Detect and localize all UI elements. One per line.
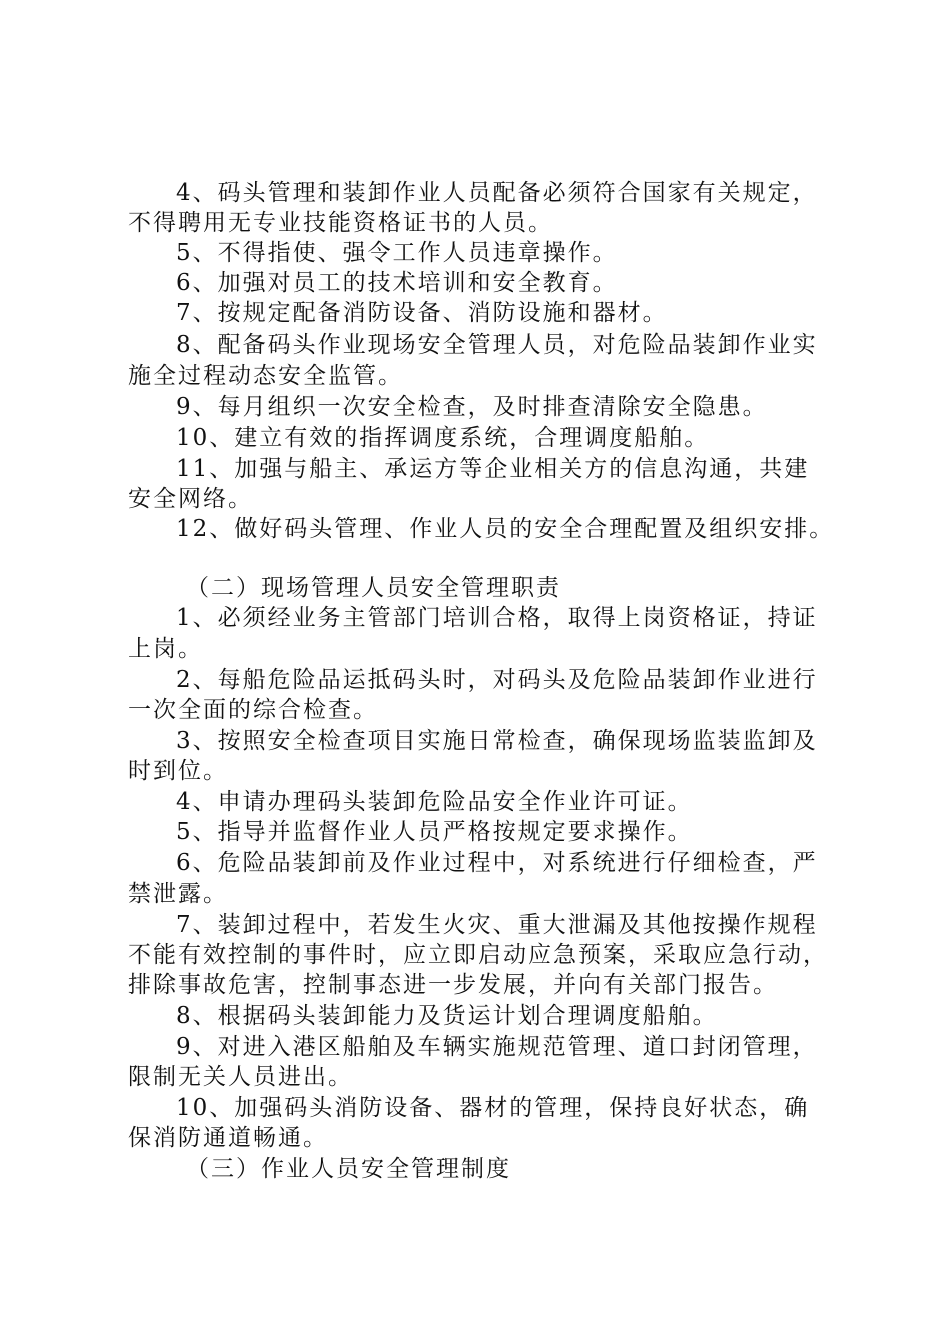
paragraph-line: 不能有效控制的事件时，应立即启动应急预案，采取应急行动，: [128, 942, 828, 968]
paragraph-line: 排除事故危害，控制事态进一步发展，并向有关部门报告。: [128, 972, 778, 998]
paragraph-line: 6、危险品装卸前及作业过程中，对系统进行仔细检查，严: [176, 850, 818, 876]
paragraph-line: 10、加强码头消防设备、器材的管理，保持良好状态，确: [176, 1095, 810, 1121]
paragraph-line: 禁泄露。: [128, 881, 228, 907]
paragraph-line: 7、装卸过程中，若发生火灾、重大泄漏及其他按操作规程: [176, 912, 818, 938]
paragraph-line: 10、建立有效的指挥调度系统，合理调度船舶。: [176, 425, 710, 451]
paragraph-line: 11、加强与船主、承运方等企业相关方的信息沟通，共建: [176, 456, 810, 482]
paragraph-line: 施全过程动态安全监管。: [128, 363, 403, 389]
paragraph-line: 上岗。: [128, 636, 203, 662]
paragraph-line: 限制无关人员进出。: [128, 1064, 353, 1090]
paragraph-line: 不得聘用无专业技能资格证书的人员。: [128, 210, 553, 236]
paragraph-line: 8、配备码头作业现场安全管理人员，对危险品装卸作业实: [176, 332, 818, 358]
paragraph-line: 保消防通道畅通。: [128, 1125, 328, 1151]
paragraph-line: 安全网络。: [128, 486, 253, 512]
paragraph-line: 1、必须经业务主管部门培训合格，取得上岗资格证，持证: [176, 605, 818, 631]
paragraph-line: 4、申请办理码头装卸危险品安全作业许可证。: [176, 789, 693, 815]
paragraph-line: 8、根据码头装卸能力及货运计划合理调度船舶。: [176, 1003, 718, 1029]
paragraph-line: 9、对进入港区船舶及车辆实施规范管理、道口封闭管理，: [176, 1034, 818, 1060]
paragraph-line: 一次全面的综合检查。: [128, 697, 378, 723]
paragraph-line: 3、按照安全检查项目实施日常检查，确保现场监装监卸及: [176, 728, 818, 754]
paragraph-line: 12、做好码头管理、作业人员的安全合理配置及组织安排。: [176, 516, 835, 542]
paragraph-line: 6、加强对员工的技术培训和安全教育。: [176, 270, 618, 296]
section-heading: （三）作业人员安全管理制度: [186, 1156, 511, 1182]
paragraph-line: 9、每月组织一次安全检查，及时排查清除安全隐患。: [176, 394, 768, 420]
paragraph-line: 7、按规定配备消防设备、消防设施和器材。: [176, 300, 668, 326]
paragraph-line: 5、指导并监督作业人员严格按规定要求操作。: [176, 819, 693, 845]
paragraph-line: 时到位。: [128, 758, 228, 784]
paragraph-line: 4、码头管理和装卸作业人员配备必须符合国家有关规定，: [176, 180, 818, 206]
paragraph-line: 2、每船危险品运抵码头时，对码头及危险品装卸作业进行: [176, 667, 818, 693]
section-heading: （二）现场管理人员安全管理职责: [186, 575, 561, 601]
paragraph-line: 5、不得指使、强令工作人员违章操作。: [176, 240, 618, 266]
